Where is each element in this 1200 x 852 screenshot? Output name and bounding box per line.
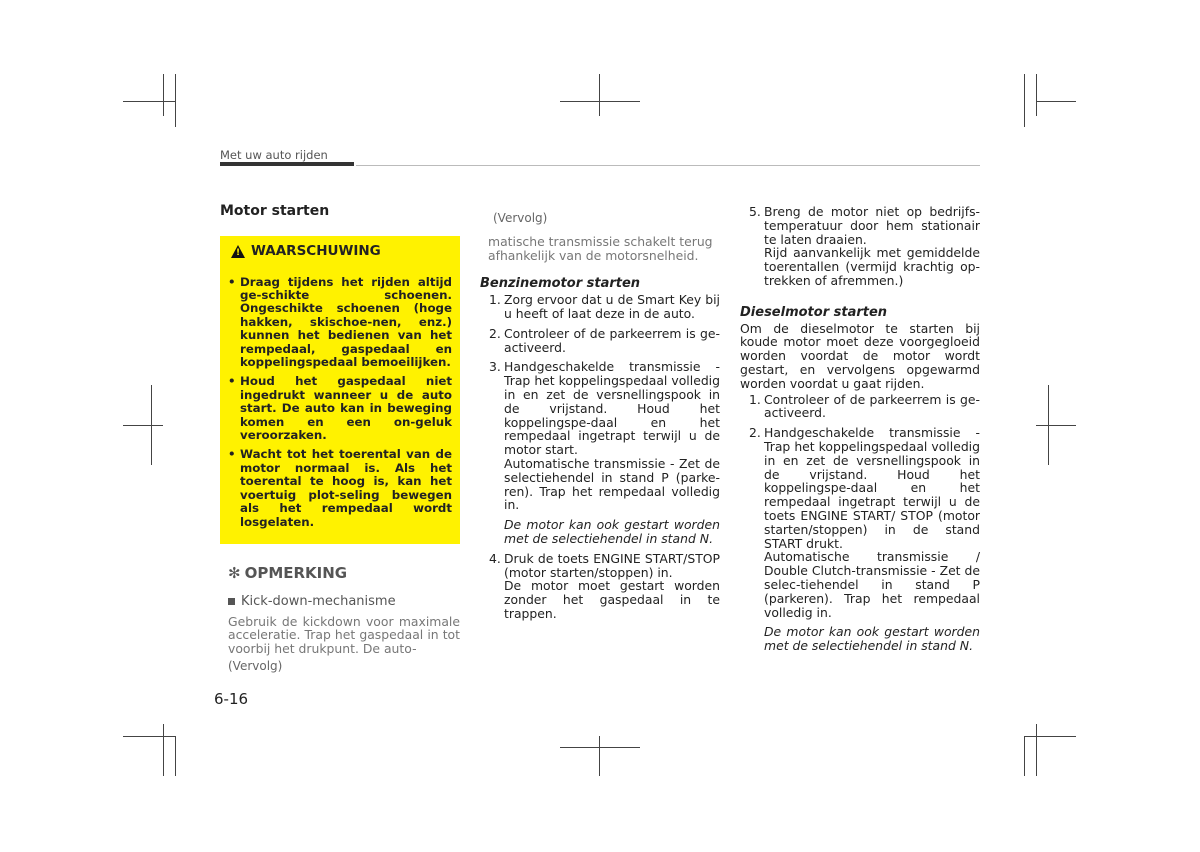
step-text: Zorg ervoor dat u de Smart Key bij u heeft of laat deze in de auto. (504, 292, 720, 321)
step-text: Controleer of de parkeerrem is ge-activeerd. (504, 325, 720, 355)
step-lead: Handgeschakelde transmissie (764, 425, 961, 441)
step-number: 1. (749, 391, 761, 407)
step-text: De motor moet gestart worden zonder het gaspedaal in te trappen. (504, 578, 720, 621)
step-item (480, 360, 720, 545)
step-item (740, 205, 980, 288)
column-left (220, 205, 460, 674)
step-number: 2. (489, 325, 501, 341)
step-text: Druk de toets ENGINE START/STOP (motor starten/stoppen) in. (504, 550, 720, 580)
warning-icon (231, 245, 245, 258)
column-middle (480, 212, 720, 627)
step-number: 4. (489, 550, 501, 566)
step-text: Breng de motor niet op bedrijfs-temperatuur door hem stationair te laten draaien. (764, 204, 980, 247)
note-continuation: matische transmissie schakelt terug afhankelijk van de motorsnelheid. (488, 233, 713, 263)
asterisk-icon: ✻ (228, 563, 241, 582)
header-bar (220, 162, 354, 166)
header-rule (356, 165, 980, 166)
column-right (740, 205, 980, 659)
step-item (740, 426, 980, 653)
warning-item: • Wacht tot het toerental van de motor normaal is. Als het toerental te hoog is, kan het voertuig plot-seling bewegen als het rempedaal wordt losgelaten. (228, 448, 452, 528)
warning-list (228, 276, 452, 529)
step-text: - Trap het koppelingspedaal volledig in en zet de versnellingspook in de vrijstand. Houd het koppelingspe-daal en het rempedaal ingetrapt terwijl u de toets ENGINE START/ STOP (motor starten/stoppen) in de stand START drukt. (764, 425, 980, 551)
step-note: De motor kan ook gestart worden met de selectiehendel in stand N. (504, 517, 720, 546)
step-text: - Zet de selectiehendel in stand P (parke-ren). Trap het rempedaal volledig in. (504, 455, 720, 513)
step-item (480, 327, 720, 355)
note-text: Gebruik de kickdown voor maximale acceleratie. Trap het gaspedaal in tot voorbij het drukpunt. De auto- (228, 613, 460, 657)
warning-item: • Draag tijdens het rijden altijd ge-schikte schoenen. Ongeschikte schoenen (hoge hakken, skischoe-nen, enz.) kunnen het bedienen van het rempedaal, gaspedaal en koppelingspedaal bemoeilijken. (228, 276, 452, 370)
page-number: 6-16 (214, 690, 249, 708)
step-text: - Zet de selec-tiehendel in stand P (parkeren). Trap het rempedaal volledig in. (764, 563, 980, 620)
section-heading: Benzinemotor starten (480, 276, 641, 292)
continued-label: (Vervolg) (493, 211, 548, 225)
warning-title: WAARSCHUWING (251, 242, 381, 259)
warning-item: • Houd het gaspedaal niet ingedrukt wanneer u de auto start. De auto kan in beweging komen en een on-geluk veroorzaken. (228, 375, 452, 442)
step-number: 5. (749, 204, 761, 219)
note-title: OPMERKING (244, 563, 348, 582)
step-item (480, 552, 720, 621)
step-note: De motor kan ook gestart worden met de selectiehendel in stand N. (764, 624, 980, 654)
note-header (228, 563, 460, 582)
step-number: 2. (749, 425, 761, 441)
step-number: 1. (489, 292, 501, 308)
note-subtitle-text: Kick-down-mechanisme (241, 593, 396, 609)
step-lead: Handgeschakelde transmissie (504, 359, 701, 375)
warning-header (231, 242, 452, 259)
section-heading: Dieselmotor starten (740, 304, 888, 320)
continued-label: (Vervolg) (228, 658, 283, 673)
square-bullet-icon (228, 598, 235, 605)
step-item (740, 393, 980, 421)
step-text: Controleer of de parkeerrem is ge-activeerd. (764, 391, 980, 421)
step-text: - Trap het koppelingspedaal volledig in en zet de versnellingspook in de vrijstand. Houd het koppelingspe-daal en het rempedaal ingetrapt terwijl u de motor start. (504, 359, 720, 458)
section-header: Met uw auto rijden (220, 148, 328, 162)
intro-text: Om de dieselmotor te starten bij koude motor moet deze voorgegloeid worden voordat de motor wordt gestart, en vervolgens opgewarmd worden voordat u gaat rijden. (740, 320, 980, 391)
note-subtitle (228, 595, 460, 609)
section-title: Motor starten (220, 203, 330, 219)
step-text: Rijd aanvankelijk met gemiddelde toerentallen (vermijd krachtig op-trekken of afremmen.) (764, 245, 980, 288)
step-item (480, 293, 720, 321)
step-number: 3. (489, 359, 501, 375)
step-lead: Automatische transmissie / Double Clutch-transmissie (764, 549, 980, 579)
step-lead: Automatische transmissie (504, 455, 666, 471)
warning-box (220, 236, 460, 544)
